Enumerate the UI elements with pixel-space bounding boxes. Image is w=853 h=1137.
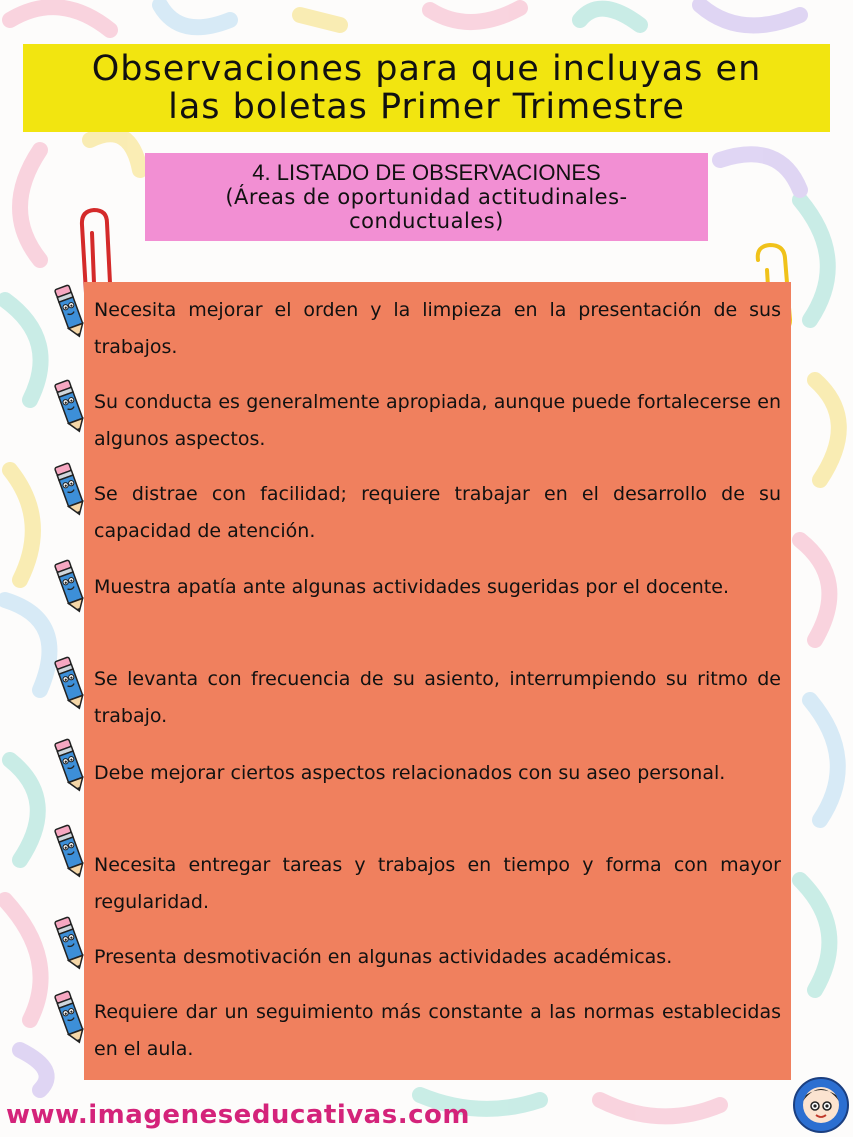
- pencil-icon: [52, 379, 88, 435]
- title-banner: [23, 44, 830, 132]
- section-subtitle-line-1: (Áreas de oportunidad actitudinales-: [225, 185, 628, 209]
- pencil-icon: [52, 559, 88, 615]
- pencil-icon: [52, 916, 88, 972]
- website-link[interactable]: www.imageneseducativas.com: [6, 1100, 470, 1130]
- observation-item: Muestra apatía ante algunas actividades sugeridas por el docente.: [94, 576, 729, 598]
- logo-icon: [792, 1075, 850, 1135]
- observations-panel: [84, 282, 791, 1080]
- pencil-icon: [52, 462, 88, 518]
- section-heading: 4. LISTADO DE OBSERVACIONES: [252, 160, 601, 185]
- observation-item: Presenta desmotivación en algunas actividades académicas.: [94, 946, 673, 968]
- pencil-icon: [52, 656, 88, 712]
- pencil-icon: [52, 990, 88, 1046]
- section-subtitle-line-2: conductuales): [349, 209, 504, 233]
- observation-item: Requiere dar un seguimiento más constante a las normas establecidas en el aula.: [94, 1001, 781, 1060]
- observation-item: Su conducta es generalmente apropiada, aunque puede fortalecerse en algunos aspectos.: [94, 391, 781, 450]
- observation-item: Se levanta con frecuencia de su asiento, interrumpiendo su ritmo de trabajo.: [94, 668, 781, 727]
- observation-item: Necesita entregar tareas y trabajos en tiempo y forma con mayor regularidad.: [94, 854, 781, 913]
- observation-item: Debe mejorar ciertos aspectos relacionados con su aseo personal.: [94, 762, 726, 784]
- title-line-2: las boletas Primer Trimestre: [168, 87, 685, 127]
- title-line-1: Observaciones para que incluyas en: [91, 49, 762, 89]
- observation-item: Se distrae con facilidad; requiere trabajar en el desarrollo de su capacidad de atención.: [94, 483, 781, 542]
- section-banner: [145, 153, 708, 241]
- pencil-icon: [52, 824, 88, 880]
- pencil-icon: [52, 738, 88, 794]
- pencil-icon: [52, 284, 88, 340]
- observation-item: Necesita mejorar el orden y la limpieza en la presentación de sus trabajos.: [94, 299, 781, 358]
